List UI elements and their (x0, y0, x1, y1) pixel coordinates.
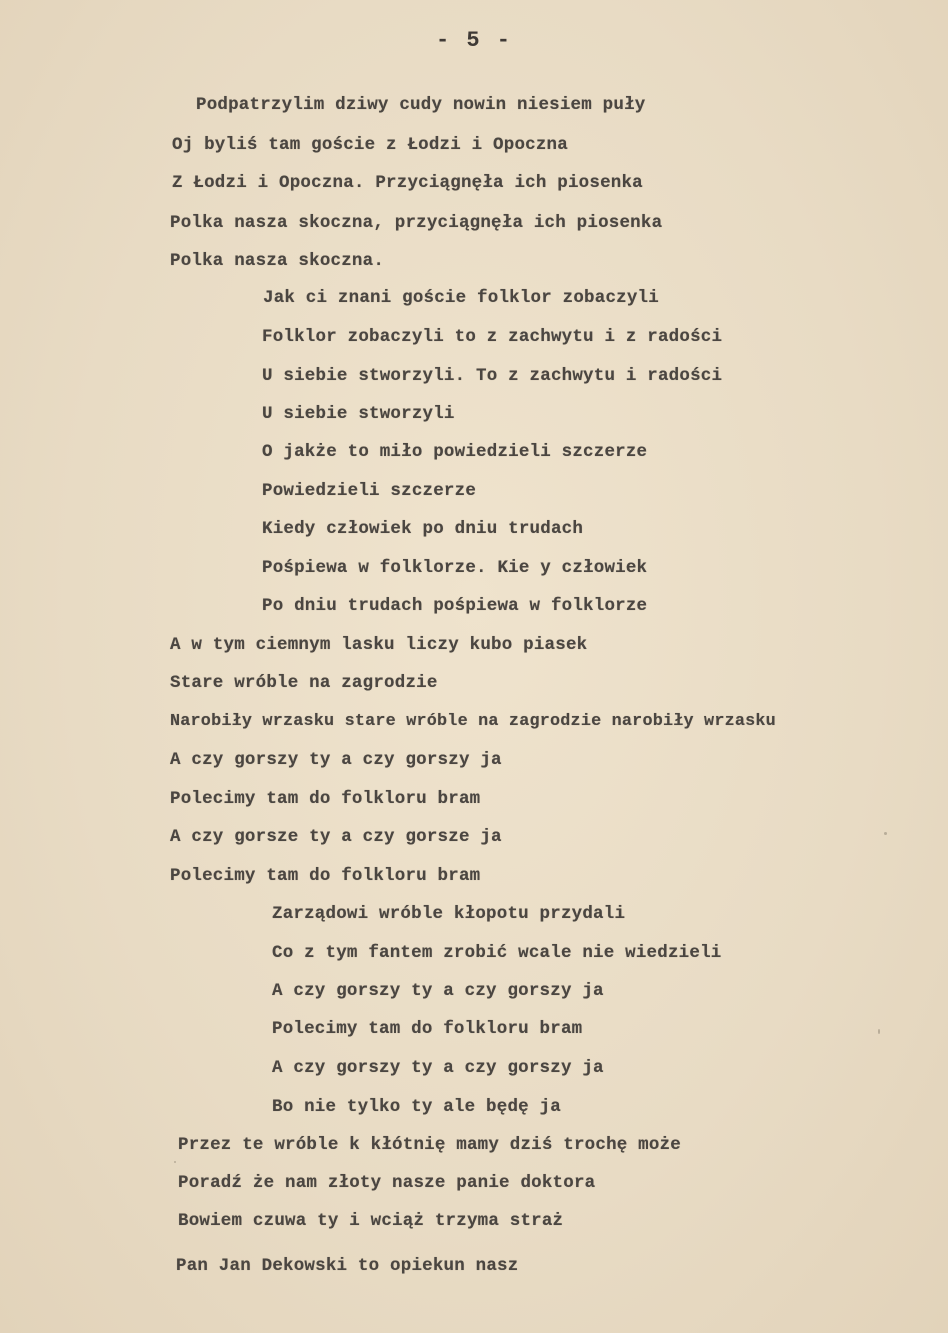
verse-line: Folklor zobaczyli to z zachwytu i z radości (262, 327, 723, 347)
paper-speck (884, 832, 887, 835)
verse-line: Bowiem czuwa ty i wciąż trzyma straż (178, 1211, 564, 1231)
verse-line: Bo nie tylko ty ale będę ja (272, 1097, 561, 1117)
verse-line: Narobiły wrzasku stare wróble na zagrodzie narobiły wrzasku (170, 712, 776, 731)
verse-line: Polecimy tam do folkloru bram (170, 866, 481, 886)
verse-line: U siebie stworzyli (262, 404, 455, 424)
verse-line: Co z tym fantem zrobić wcale nie wiedzieli (272, 943, 722, 963)
verse-line: A czy gorszy ty a czy gorszy ja (272, 1058, 604, 1078)
verse-line: A czy gorszy ty a czy gorszy ja (170, 750, 502, 770)
verse-line: Pośpiewa w folklorze. Kie y człowiek (262, 558, 648, 578)
verse-line: A w tym ciemnym lasku liczy kubo piasek (170, 635, 588, 655)
verse-line: Stare wróble na zagrodzie (170, 673, 438, 693)
paper-speck (174, 1161, 176, 1163)
verse-line: Polecimy tam do folkloru bram (170, 789, 481, 809)
verse-line: Polka nasza skoczna, przyciągnęła ich piosenka (170, 213, 663, 233)
verse-line: U siebie stworzyli. To z zachwytu i radości (262, 366, 723, 386)
verse-line: A czy gorsze ty a czy gorsze ja (170, 827, 502, 847)
verse-line: Pan Jan Dekowski to opiekun nasz (176, 1256, 519, 1276)
verse-line: Podpatrzylim dziwy cudy nowin niesiem puły (196, 95, 646, 115)
verse-line: Z Łodzi i Opoczna. Przyciągnęła ich piosenka (172, 173, 643, 193)
verse-line: Jak ci znani goście folklor zobaczyli (263, 288, 659, 308)
page-number: - 5 - (435, 28, 512, 53)
verse-line: Zarządowi wróble kłopotu przydali (272, 904, 626, 924)
verse-line: Polecimy tam do folkloru bram (272, 1019, 583, 1039)
verse-line: A czy gorszy ty a czy gorszy ja (272, 981, 604, 1001)
verse-line: O jakże to miło powiedzieli szczerze (262, 442, 648, 462)
verse-line: Polka nasza skoczna. (170, 251, 385, 271)
paper-speck (878, 1029, 880, 1034)
verse-line: Kiedy człowiek po dniu trudach (262, 519, 584, 539)
verse-line: Przez te wróble k kłótnię mamy dziś trochę może (178, 1135, 681, 1155)
verse-line: Poradź że nam złoty nasze panie doktora (178, 1173, 596, 1193)
verse-line: Oj byliś tam goście z Łodzi i Opoczna (172, 135, 568, 155)
verse-line: Po dniu trudach pośpiewa w folklorze (262, 596, 648, 616)
verse-line: Powiedzieli szczerze (262, 481, 477, 501)
